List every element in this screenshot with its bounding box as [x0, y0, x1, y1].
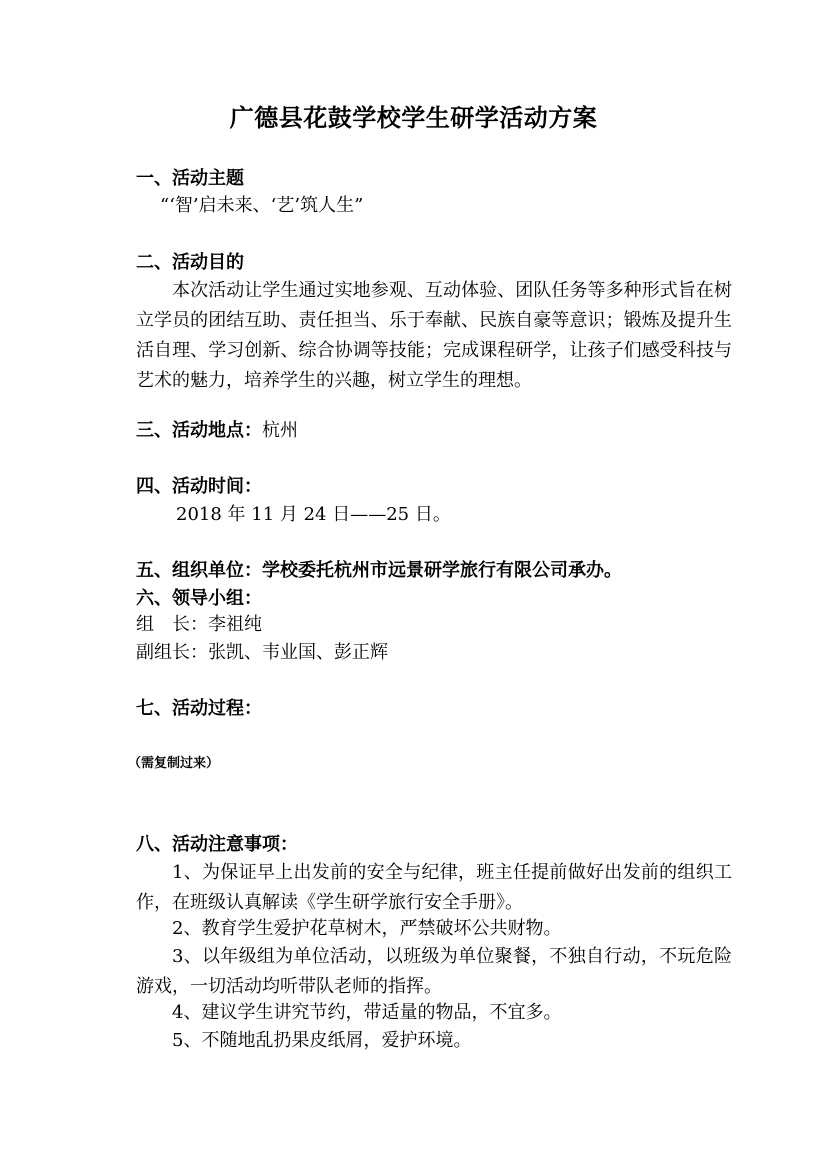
- section-3-value: 杭州: [262, 420, 298, 441]
- section-8-item-4: 4、建议学生讲究节约，带适量的物品，不宜多。: [172, 1002, 562, 1023]
- section-2-heading: 二、活动目的: [136, 252, 244, 273]
- section-6-heading: 六、领导小组：: [136, 588, 262, 609]
- section-8-item-5: 5、不随地乱扔果皮纸屑，爱护环境。: [172, 1030, 472, 1051]
- section-4-heading: 四、活动时间：: [136, 476, 262, 497]
- section-8-item-1: 1、为保证早上出发前的安全与纪律，班主任提前做好出发前的组织工作，在班级认真解读《学生研学旅行安全手册》。: [136, 862, 732, 913]
- section-3-heading: 三、活动地点：: [136, 420, 262, 441]
- document-title: 广德县花鼓学校学生研学活动方案: [229, 103, 598, 132]
- section-8-item-2: 2、教育学生爱护花草树木，严禁破坏公共财物。: [172, 918, 562, 939]
- section-1-heading: 一、活动主题: [136, 168, 244, 189]
- section-4-body: 2018 年 11 月 24 日——25 日。: [176, 504, 451, 525]
- section-6-leader: 组 长：李祖纯: [136, 614, 262, 635]
- section-8-heading: 八、活动注意事项：: [136, 834, 298, 855]
- section-5-heading: 五、组织单位：学校委托杭州市远景研学旅行有限公司承办。: [136, 560, 622, 581]
- section-2-body: 本次活动让学生通过实地参观、互动体验、团队任务等多种形式旨在树立学员的团结互助、责任担当、乐于奉献、民族自豪等意识；锻炼及提升生活自理、学习创新、综合协调等技能；完成课程研学，让孩子们感受科技与艺术的魅力，培养学生的兴趣，树立学生的理想。: [136, 280, 732, 391]
- section-3-line: [136, 416, 298, 446]
- section-7-heading: 七、活动过程：: [136, 698, 262, 719]
- section-7-note: （需复制过来）: [128, 756, 220, 771]
- section-6-deputy: 副组长：张凯、韦业国、彭正辉: [136, 642, 388, 663]
- section-1-body: “‘智’启未来、‘艺’筑人生”: [160, 195, 364, 216]
- section-8-item-3: 3、以年级组为单位活动，以班级为单位聚餐，不独自行动，不玩危险游戏，一切活动均听带队老师的指挥。: [136, 946, 732, 997]
